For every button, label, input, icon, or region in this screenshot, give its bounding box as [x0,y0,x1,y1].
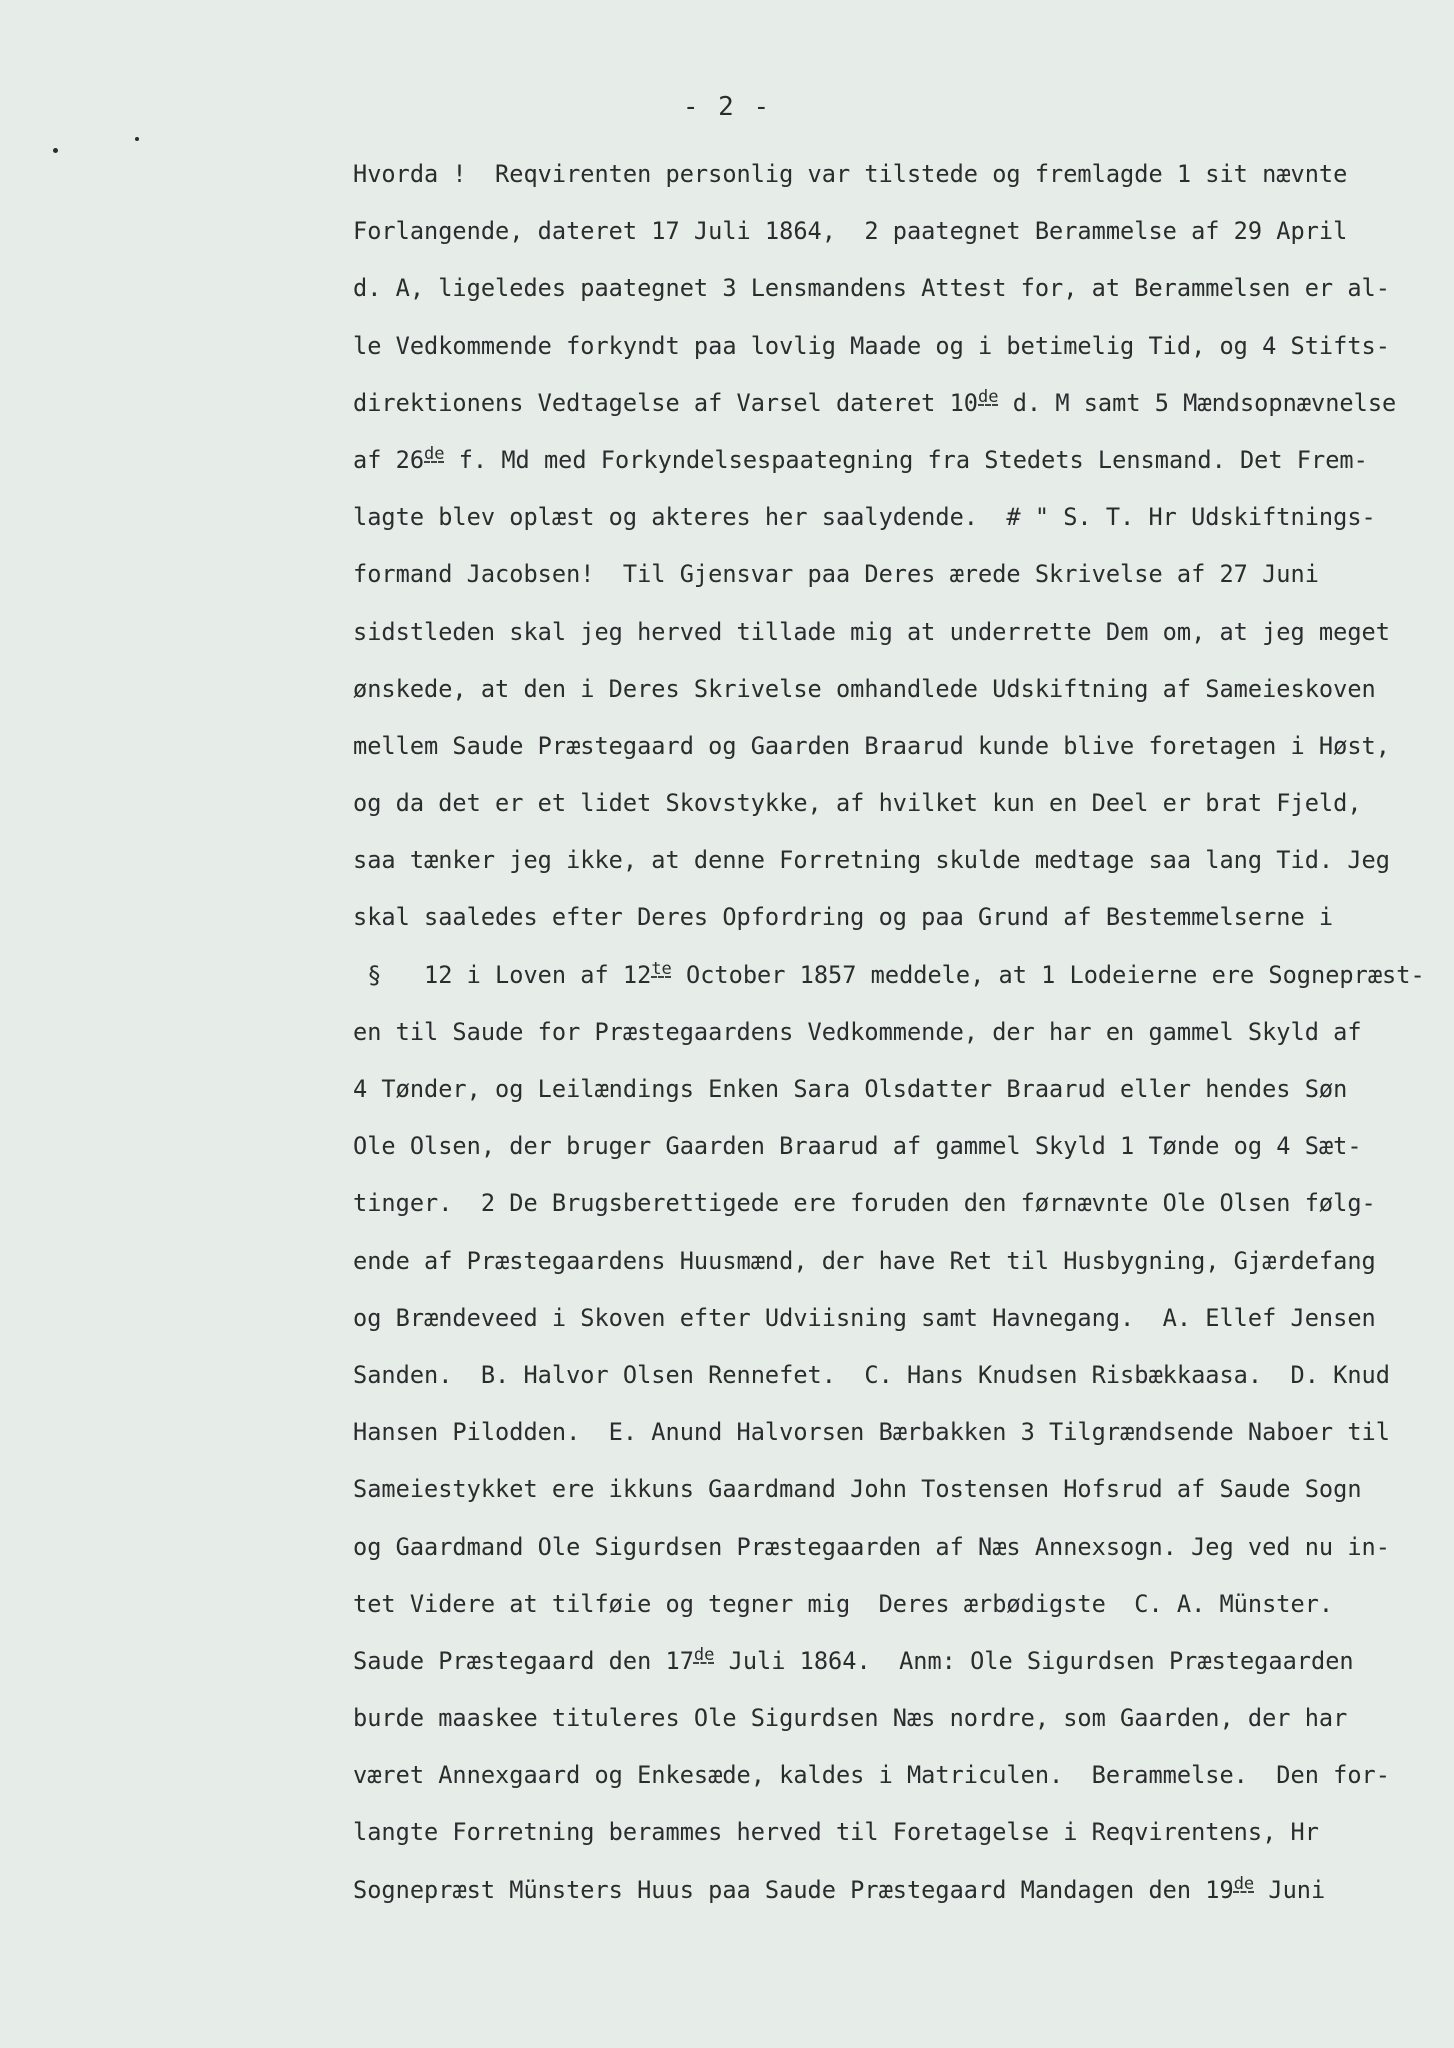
text-line [353,775,1413,832]
text-line [353,1290,1413,1347]
text-line [353,489,1413,546]
text-line [353,1347,1413,1404]
line-text: af 26 [353,445,425,474]
text-line [353,260,1413,317]
line-text: § 12 i Loven af 12 [353,960,652,989]
text-line [353,661,1413,718]
line-text: tet Videre at tilføie og tegner mig Deres ærbødigste C. A. Münster. [353,1589,1334,1618]
line-text: sidstleden skal jeg herved tillade mig at underrette Dem om, at jeg meget [353,617,1390,646]
line-text: mellem Saude Præstegaard og Gaarden Braarud kunde blive foretagen i Høst, [353,731,1390,760]
line-text: og da det er et lidet Skovstykke, af hvilket kun en Deel er brat Fjeld, [353,789,1362,818]
text-line [353,1233,1413,1290]
line-text: Ole Olsen, der bruger Gaarden Braarud af gammel Skyld 1 Tønde og 4 Sæt- [353,1132,1362,1161]
text-line [353,1519,1413,1576]
text-line [353,1576,1413,1633]
ordinal-suffix: de [978,386,999,407]
line-text: og Brændeveed i Skoven efter Udviisning samt Havnegang. A. Ellef Jensen [353,1303,1376,1332]
line-text: Hansen Pilodden. E. Anund Halvorsen Bærbakken 3 Tilgrændsende Naboer til [353,1418,1390,1447]
text-line [353,1747,1413,1804]
line-text-continued: Juni [1254,1875,1326,1904]
text-line [353,1862,1413,1919]
ordinal-suffix: de [693,1644,715,1665]
line-text-continued: d. M samt 5 Mændsopnævnelse [998,388,1397,417]
line-text: Hvorda ! Reqvirenten personlig var tilstede og fremlagde 1 sit nævnte [353,160,1348,188]
text-line [353,203,1413,260]
line-text: langte Forretning berammes herved til Foretagelse i Reqvirentens, Hr [353,1818,1319,1847]
text-line [353,318,1413,375]
line-text: en til Saude for Præstegaardens Vedkommende, der har en gammel Skyld af [353,1017,1362,1046]
line-text: og Gaardmand Ole Sigurdsen Præstegaarden af Næs Annexsogn. Jeg ved nu in- [353,1532,1390,1561]
page-number: - 2 - [682,92,772,122]
line-text: været Annexgaard og Enkesæde, kaldes i Matriculen. Berammelse. Den for- [353,1761,1390,1790]
text-line [353,1804,1413,1861]
text-line [353,947,1425,1004]
line-text: 4 Tønder, og Leilændings Enken Sara Olsdatter Braarud eller hendes Søn [353,1075,1348,1103]
text-line [353,889,1413,946]
line-text: Forlangende, dateret 17 Juli 1864, 2 paategnet Berammelse af 29 April [353,217,1348,246]
scan-speck [135,137,139,141]
line-text: burde maaskee tituleres Ole Sigurdsen Næs nordre, som Gaarden, der har [353,1704,1348,1733]
text-line [353,1004,1413,1061]
line-text: Saude Præstegaard den 17 [353,1646,694,1675]
text-line [353,1175,1413,1232]
text-line [353,1461,1413,1518]
line-text-continued: October 1857 meddele, at 1 Lodeierne ere Sognepræst- [671,960,1425,989]
text-line [353,1061,1413,1118]
text-line [353,432,1413,489]
line-text: saa tænker jeg ikke, at denne Forretning skulde medtage saa lang Tid. Jeg [353,846,1390,875]
text-line [353,1118,1413,1175]
ordinal-suffix: de [424,443,445,464]
line-text: Sameiestykket ere ikkuns Gaardmand John Tostensen Hofsrud af Saude Sogn [353,1475,1362,1504]
text-line [353,718,1413,775]
ordinal-suffix: de [1233,1873,1255,1894]
line-text-continued: Juli 1864. Anm: Ole Sigurdsen Præstegaarden [714,1646,1354,1675]
line-text: tinger. 2 De Brugsberettigede ere foruden den førnævnte Ole Olsen følg- [353,1189,1376,1218]
line-text: Sognepræst Münsters Huus paa Saude Præstegaard Mandagen den 19 [353,1875,1234,1904]
line-text: formand Jacobsen! Til Gjensvar paa Deres ærede Skrivelse af 27 Juni [353,560,1319,589]
ordinal-suffix: te [651,958,672,979]
line-text: lagte blev oplæst og akteres her saalydende. # " S. T. Hr Udskiftnings- [353,503,1376,532]
line-text: Sanden. B. Halvor Olsen Rennefet. C. Hans Knudsen Risbækkaasa. D. Knud [353,1360,1390,1389]
document-body [353,146,1425,1919]
line-text: skal saaledes efter Deres Opfordring og paa Grund af Bestemmelserne i [353,903,1334,932]
text-line [353,832,1413,889]
text-line [353,1404,1413,1461]
line-text: direktionens Vedtagelse af Varsel dateret 10 [353,388,979,417]
scan-speck [53,148,58,153]
text-line [353,375,1413,432]
text-line [353,1633,1413,1690]
line-text: le Vedkommende forkyndt paa lovlig Maade og i betimelig Tid, og 4 Stifts- [353,331,1390,360]
text-line [353,146,1413,203]
line-text: d. A, ligeledes paategnet 3 Lensmandens Attest for, at Berammelsen er al- [353,274,1390,303]
text-line [353,604,1413,661]
text-line [353,1690,1413,1747]
line-text-continued: f. Md med Forkyndelsespaategning fra Stedets Lensmand. Det Frem- [444,445,1368,474]
text-line [353,546,1413,603]
line-text: ende af Præstegaardens Huusmænd, der have Ret til Husbygning, Gjærdefang [353,1246,1376,1275]
line-text: ønskede, at den i Deres Skrivelse omhandlede Udskiftning af Sameieskoven [353,674,1376,703]
